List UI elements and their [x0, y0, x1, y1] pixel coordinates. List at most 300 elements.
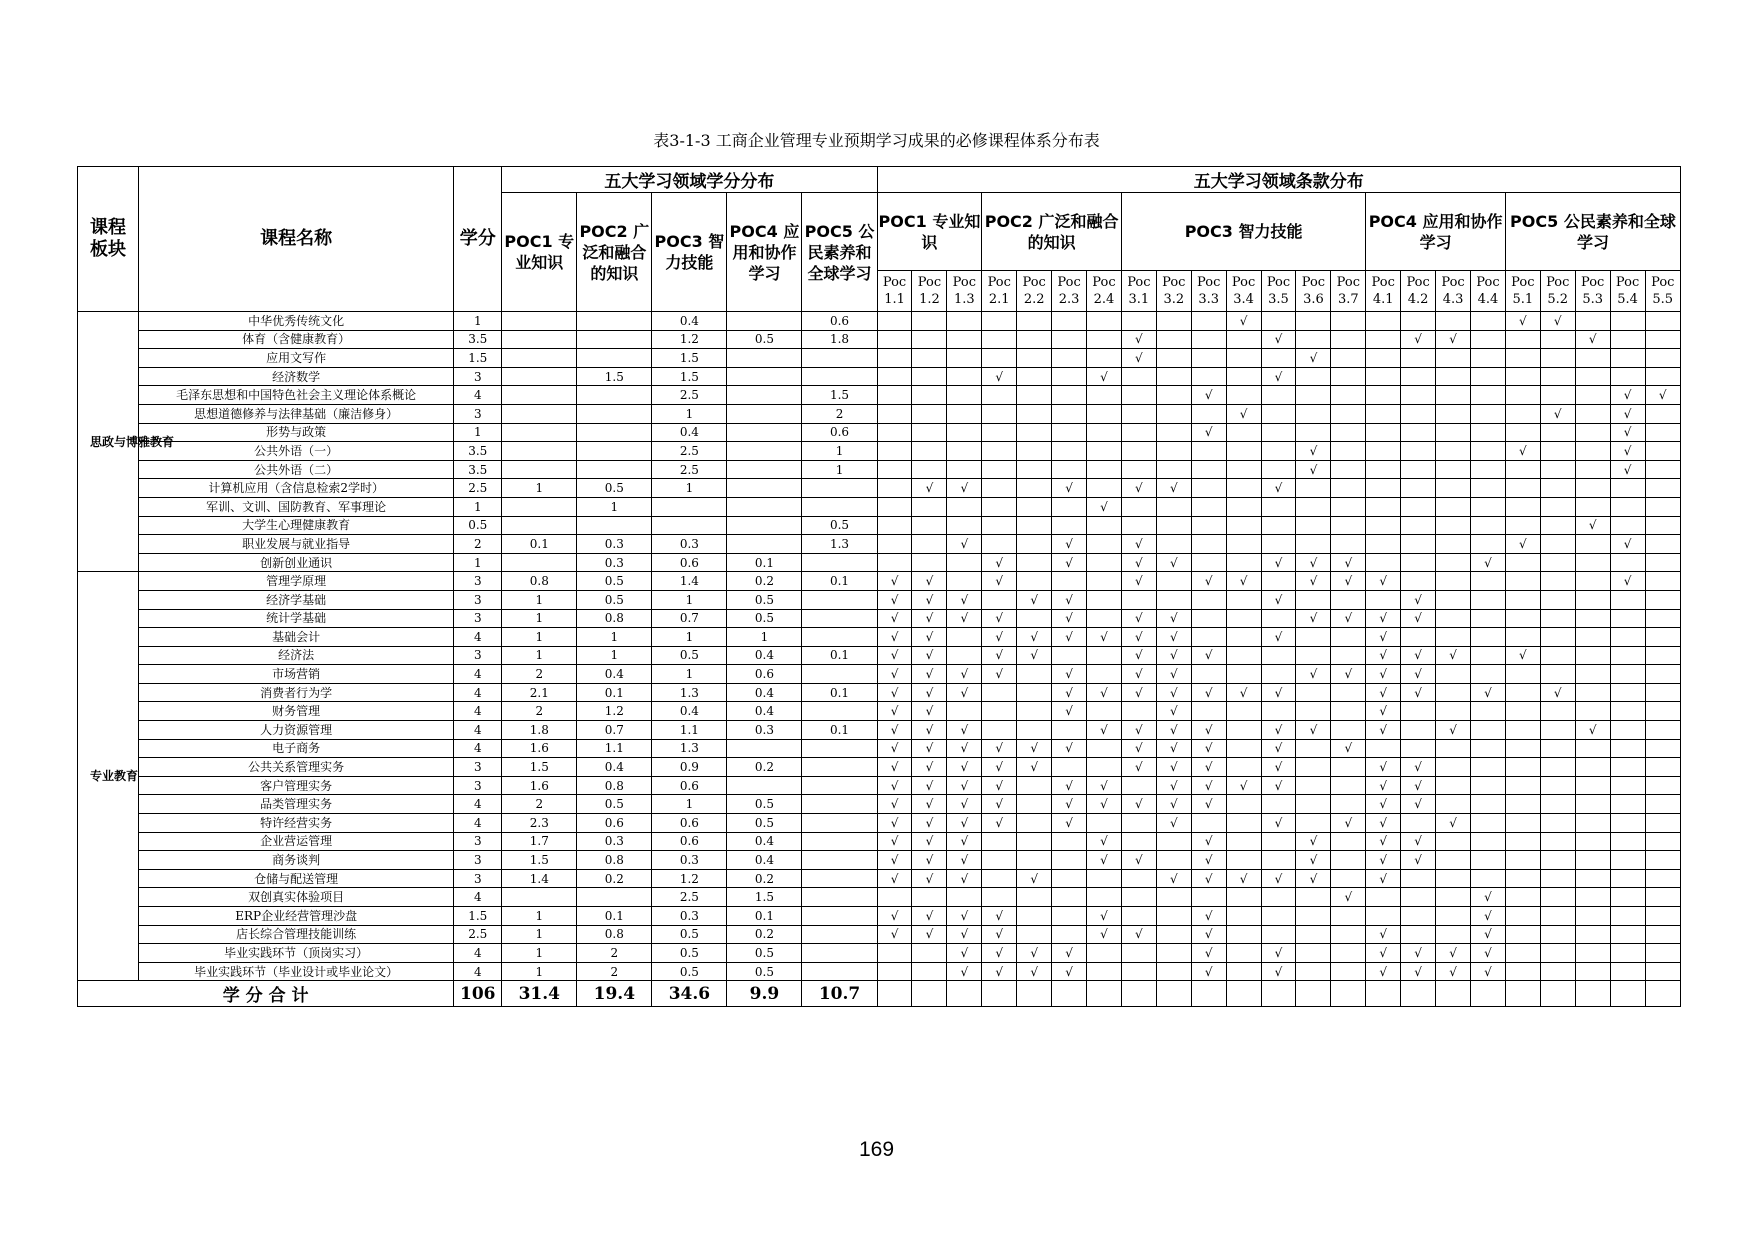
- clause-cell: [877, 460, 912, 479]
- sub-code-header: Poc 1.1: [877, 271, 912, 312]
- clause-cell: [1470, 795, 1505, 814]
- poc-credit-cell: 0.4: [652, 312, 727, 331]
- credit-cell: 3.5: [454, 460, 502, 479]
- poc-credit-cell: 1: [652, 665, 727, 684]
- clause-cell: √: [1052, 590, 1087, 609]
- clause-cell: √: [1191, 832, 1226, 851]
- clause-cell: [1436, 497, 1471, 516]
- clause-cell: √: [1366, 795, 1401, 814]
- clause-cell: [1645, 646, 1680, 665]
- clause-cell: [1226, 330, 1261, 349]
- credit-cell: 4: [454, 944, 502, 963]
- clause-cell: √: [982, 907, 1017, 926]
- clause-cell: [1436, 609, 1471, 628]
- clause-cell: [1366, 888, 1401, 907]
- clause-cell: [1436, 349, 1471, 368]
- clause-cell: [1401, 404, 1436, 423]
- clause-cell: [1470, 535, 1505, 554]
- clause-cell: [1331, 404, 1366, 423]
- clause-cell: [1296, 367, 1331, 386]
- clause-cell: [1610, 349, 1645, 368]
- clause-cell: [1121, 516, 1156, 535]
- clause-cell: [1017, 888, 1052, 907]
- clause-cell: [982, 721, 1017, 740]
- clause-cell: [1540, 442, 1575, 461]
- clause-cell: [1575, 739, 1610, 758]
- clause-cell: [1645, 349, 1680, 368]
- clause-cell: [1087, 423, 1122, 442]
- sub-code-header: Poc 3.4: [1226, 271, 1261, 312]
- clause-cell: [1052, 423, 1087, 442]
- clause-cell: [1610, 497, 1645, 516]
- clause-cell: √: [1296, 665, 1331, 684]
- poc-credit-cell: 1.5: [652, 367, 727, 386]
- clause-cell: [1366, 497, 1401, 516]
- clause-cell: [1505, 404, 1540, 423]
- poc-credit-cell: 0.5: [652, 646, 727, 665]
- clause-cell: √: [947, 776, 982, 795]
- clause-cell: [1470, 386, 1505, 405]
- clause-cell: [877, 553, 912, 572]
- clause-cell: [1470, 646, 1505, 665]
- clause-cell: [1121, 907, 1156, 926]
- clause-cell: [1470, 628, 1505, 647]
- clause-cell: [1087, 962, 1122, 981]
- credit-cell: 3: [454, 758, 502, 777]
- poc-credit-cell: 0.2: [727, 925, 802, 944]
- clause-cell: [1436, 367, 1471, 386]
- course-name-cell: 公共关系管理实务: [139, 758, 454, 777]
- clause-cell: [1261, 423, 1296, 442]
- clause-cell: √: [1296, 832, 1331, 851]
- clause-cell: [1470, 312, 1505, 331]
- clause-cell: [1575, 702, 1610, 721]
- poc-credit-cell: 1: [502, 479, 577, 498]
- total-credit: 106: [454, 981, 502, 1007]
- clause-cell: [1226, 367, 1261, 386]
- clause-cell: [1296, 739, 1331, 758]
- clause-cell: [1296, 758, 1331, 777]
- clause-cell: √: [982, 367, 1017, 386]
- poc-credit-cell: 1: [652, 795, 727, 814]
- table-row: [78, 497, 1681, 516]
- clause-cell: [1540, 330, 1575, 349]
- poc-credit-cell: [802, 739, 877, 758]
- clause-cell: [1645, 330, 1680, 349]
- clause-cell: [1540, 776, 1575, 795]
- poc-credit-cell: [802, 776, 877, 795]
- clause-cell: √: [877, 832, 912, 851]
- clause-cell: [1017, 349, 1052, 368]
- clause-cell: [1261, 404, 1296, 423]
- clause-cell: [1610, 832, 1645, 851]
- clause-cell: [1261, 349, 1296, 368]
- poc-credit-cell: 0.6: [727, 665, 802, 684]
- clause-cell: [1575, 832, 1610, 851]
- table-row: [78, 758, 1681, 777]
- poc-credit-cell: 1.5: [577, 367, 652, 386]
- course-name-cell: 管理学原理: [139, 572, 454, 591]
- clause-cell: [1191, 702, 1226, 721]
- clause-cell: [1505, 758, 1540, 777]
- clause-cell: √: [1087, 721, 1122, 740]
- clause-cell: [1087, 609, 1122, 628]
- clause-cell: [1436, 572, 1471, 591]
- clause-cell: [912, 535, 947, 554]
- poc-credit-cell: 2.3: [502, 814, 577, 833]
- table-row: [78, 628, 1681, 647]
- clause-cell: [1261, 442, 1296, 461]
- clause-cell: [1575, 944, 1610, 963]
- clause-cell: [1296, 944, 1331, 963]
- clause-cell: [1575, 628, 1610, 647]
- sub-code-header: Poc 1.2: [912, 271, 947, 312]
- clause-cell: [1366, 479, 1401, 498]
- clause-cell: [1575, 646, 1610, 665]
- clause-cell: [1017, 609, 1052, 628]
- poc-credit-cell: [652, 516, 727, 535]
- poc-credit-cell: 0.5: [652, 962, 727, 981]
- clause-cell: √: [982, 925, 1017, 944]
- clause-cell: [1331, 776, 1366, 795]
- clause-cell: [1226, 479, 1261, 498]
- clause-cell: √: [877, 758, 912, 777]
- clause-cell: [1017, 423, 1052, 442]
- clause-cell: √: [912, 590, 947, 609]
- poc-credit-cell: 0.5: [727, 795, 802, 814]
- clause-cell: √: [1156, 869, 1191, 888]
- table-row: [78, 535, 1681, 554]
- poc-credit-cell: 1: [502, 962, 577, 981]
- table-row: [78, 683, 1681, 702]
- clause-cell: √: [1121, 349, 1156, 368]
- poc-credit-cell: 0.3: [577, 535, 652, 554]
- clause-cell: √: [1401, 944, 1436, 963]
- clause-cell: √: [1087, 925, 1122, 944]
- clause-cell: [947, 423, 982, 442]
- credit-cell: 3: [454, 367, 502, 386]
- clause-cell: [1436, 516, 1471, 535]
- poc-credit-cell: [502, 553, 577, 572]
- credit-cell: 4: [454, 721, 502, 740]
- poc-credit-cell: [727, 404, 802, 423]
- poc-credit-cell: 0.5: [652, 944, 727, 963]
- clause-cell: [1575, 367, 1610, 386]
- clause-cell: √: [1610, 404, 1645, 423]
- clause-cell: [1087, 590, 1122, 609]
- credit-cell: 4: [454, 683, 502, 702]
- clause-cell: √: [1121, 535, 1156, 554]
- clause-cell: [1401, 349, 1436, 368]
- clause-cell: [1331, 795, 1366, 814]
- clause-cell: [982, 869, 1017, 888]
- clause-cell: [1610, 739, 1645, 758]
- clause-cell: [1575, 497, 1610, 516]
- clause-cell: [1645, 404, 1680, 423]
- clause-cell: √: [947, 479, 982, 498]
- clause-cell: √: [1191, 944, 1226, 963]
- clause-cell: [877, 888, 912, 907]
- poc-credit-cell: 1.4: [502, 869, 577, 888]
- poc-credit-cell: [802, 814, 877, 833]
- total-clause-cell: [1017, 981, 1052, 1007]
- course-name-cell: 职业发展与就业指导: [139, 535, 454, 554]
- clause-cell: [912, 404, 947, 423]
- poc-credit-cell: 0.1: [802, 646, 877, 665]
- clause-cell: √: [982, 646, 1017, 665]
- clause-cell: √: [947, 851, 982, 870]
- clause-cell: [947, 330, 982, 349]
- clause-cell: [1052, 349, 1087, 368]
- clause-cell: √: [1052, 702, 1087, 721]
- poc-credit-cell: 1.5: [802, 386, 877, 405]
- clause-cell: [1470, 776, 1505, 795]
- clause-cell: [1540, 962, 1575, 981]
- course-name-cell: 创新创业通识: [139, 553, 454, 572]
- clause-cell: √: [1156, 702, 1191, 721]
- course-name-cell: 计算机应用（含信息检索2学时）: [139, 479, 454, 498]
- clause-cell: √: [1087, 851, 1122, 870]
- clause-cell: [1017, 367, 1052, 386]
- credit-cell: 2.5: [454, 925, 502, 944]
- clause-cell: [877, 962, 912, 981]
- clause-cell: [1121, 962, 1156, 981]
- poc-credit-cell: 1.2: [577, 702, 652, 721]
- poc-credit-cell: 0.1: [802, 721, 877, 740]
- poc-credit-cell: 1: [652, 479, 727, 498]
- poc-credit-cell: 1.5: [652, 349, 727, 368]
- clause-cell: √: [1436, 962, 1471, 981]
- clause-cell: [912, 386, 947, 405]
- clause-cell: [1645, 479, 1680, 498]
- clause-cell: [1226, 628, 1261, 647]
- clause-cell: √: [947, 869, 982, 888]
- clause-cell: [1156, 516, 1191, 535]
- clause-cell: [1296, 795, 1331, 814]
- clause-cell: [877, 535, 912, 554]
- clause-cell: [1156, 404, 1191, 423]
- poc-credit-cell: [502, 516, 577, 535]
- clause-cell: [1226, 386, 1261, 405]
- clause-cell: √: [1470, 944, 1505, 963]
- clause-cell: [1645, 553, 1680, 572]
- clause-cell: [1121, 888, 1156, 907]
- clause-cell: [1610, 758, 1645, 777]
- course-name-cell: 企业营运管理: [139, 832, 454, 851]
- sub-code-header: Poc 4.2: [1401, 271, 1436, 312]
- credit-cell: 2.5: [454, 479, 502, 498]
- clause-cell: [1505, 553, 1540, 572]
- clause-cell: [1296, 776, 1331, 795]
- clause-cell: [1645, 590, 1680, 609]
- clause-cell: [1121, 423, 1156, 442]
- clause-cell: [1156, 312, 1191, 331]
- total-clause-cell: [1331, 981, 1366, 1007]
- course-name-cell: 公共外语（一）: [139, 442, 454, 461]
- clause-cell: [1087, 442, 1122, 461]
- course-name-cell: 毕业实践环节（顶岗实习）: [139, 944, 454, 963]
- clause-cell: [1540, 814, 1575, 833]
- poc-credit-cell: 2: [502, 795, 577, 814]
- poc-credit-cell: 1.5: [502, 758, 577, 777]
- clause-cell: [1052, 497, 1087, 516]
- clause-cell: [1296, 535, 1331, 554]
- clause-cell: √: [1331, 553, 1366, 572]
- clause-cell: [1645, 739, 1680, 758]
- clause-cell: [1401, 907, 1436, 926]
- poc-credit-cell: 0.4: [727, 702, 802, 721]
- clause-cell: √: [1156, 553, 1191, 572]
- clause-cell: [1087, 479, 1122, 498]
- clause-cell: √: [1191, 739, 1226, 758]
- clause-cell: [1366, 907, 1401, 926]
- clause-cell: [1436, 702, 1471, 721]
- poc-credit-cell: 1.6: [502, 776, 577, 795]
- clause-cell: [1470, 832, 1505, 851]
- poc-credit-cell: [577, 330, 652, 349]
- clause-cell: [1575, 795, 1610, 814]
- poc-credit-cell: 0.1: [802, 572, 877, 591]
- poc-credit-cell: 1.3: [652, 683, 727, 702]
- clause-cell: [1087, 944, 1122, 963]
- clause-cell: √: [1191, 907, 1226, 926]
- clause-cell: [1540, 497, 1575, 516]
- clause-cell: √: [912, 832, 947, 851]
- clause-cell: [877, 516, 912, 535]
- clause-cell: [1575, 553, 1610, 572]
- clause-cell: √: [1366, 628, 1401, 647]
- clause-cell: [982, 516, 1017, 535]
- poc-credit-cell: [577, 516, 652, 535]
- clause-cell: [1087, 665, 1122, 684]
- poc-credit-cell: 1: [652, 628, 727, 647]
- clause-cell: [877, 386, 912, 405]
- clause-cell: √: [1366, 646, 1401, 665]
- clause-cell: [912, 497, 947, 516]
- poc-credit-header-5: POC5 公民素养和全球学习: [802, 193, 877, 312]
- clause-cell: √: [947, 683, 982, 702]
- clause-cell: [1191, 404, 1226, 423]
- poc-credit-cell: 2.5: [652, 460, 727, 479]
- clause-cell: √: [1121, 479, 1156, 498]
- clause-cell: √: [1366, 721, 1401, 740]
- clause-cell: [1645, 423, 1680, 442]
- clause-cell: [1436, 925, 1471, 944]
- clause-cell: [1575, 925, 1610, 944]
- clause-cell: [1610, 646, 1645, 665]
- table-row: [78, 386, 1681, 405]
- table-row: [78, 888, 1681, 907]
- poc-credit-cell: 2: [502, 665, 577, 684]
- poc-credit-cell: 2: [502, 702, 577, 721]
- clause-cell: [1331, 907, 1366, 926]
- clause-cell: √: [1087, 907, 1122, 926]
- clause-cell: [1470, 442, 1505, 461]
- poc-credit-cell: 2: [577, 962, 652, 981]
- table-row: [78, 479, 1681, 498]
- poc-credit-cell: 0.3: [652, 851, 727, 870]
- clause-cell: √: [1121, 758, 1156, 777]
- poc-clause-header-5: POC5 公民素养和全球学习: [1505, 193, 1680, 271]
- clause-cell: [1191, 460, 1226, 479]
- clause-cell: [982, 349, 1017, 368]
- clause-cell: √: [1052, 962, 1087, 981]
- course-name-cell: 大学生心理健康教育: [139, 516, 454, 535]
- poc-credit-cell: [502, 497, 577, 516]
- poc-credit-cell: 2.5: [652, 386, 727, 405]
- clause-cell: [1436, 535, 1471, 554]
- clause-cell: [877, 423, 912, 442]
- clause-cell: [1645, 628, 1680, 647]
- clause-cell: [1191, 888, 1226, 907]
- clause-cell: [1366, 442, 1401, 461]
- poc-credit-cell: 0.2: [727, 869, 802, 888]
- clause-cell: [1156, 330, 1191, 349]
- poc-credit-cell: 0.6: [577, 814, 652, 833]
- poc-credit-cell: [577, 460, 652, 479]
- clause-cell: [1017, 665, 1052, 684]
- clause-cell: [1261, 795, 1296, 814]
- clause-cell: [1052, 925, 1087, 944]
- clause-cell: √: [1296, 851, 1331, 870]
- sub-code-header: Poc 2.1: [982, 271, 1017, 312]
- clause-cell: [1226, 721, 1261, 740]
- table-row: [78, 907, 1681, 926]
- clause-cell: [1296, 907, 1331, 926]
- poc-credit-cell: [802, 479, 877, 498]
- clause-cell: [1436, 386, 1471, 405]
- clause-cell: [912, 367, 947, 386]
- clause-cell: √: [1052, 535, 1087, 554]
- table-row: [78, 609, 1681, 628]
- table-row: [78, 795, 1681, 814]
- clause-cell: [1505, 776, 1540, 795]
- clause-cell: [1540, 460, 1575, 479]
- clause-cell: [1436, 590, 1471, 609]
- clause-cell: [1331, 349, 1366, 368]
- clause-cell: √: [912, 646, 947, 665]
- sub-code-header: Poc 3.6: [1296, 271, 1331, 312]
- poc-credit-cell: [802, 349, 877, 368]
- course-name-cell: 电子商务: [139, 739, 454, 758]
- poc-credit-cell: [727, 460, 802, 479]
- clause-cell: [1226, 702, 1261, 721]
- clause-cell: [1226, 925, 1261, 944]
- course-name-cell: 仓储与配送管理: [139, 869, 454, 888]
- total-clause-cell: [1052, 981, 1087, 1007]
- clause-cell: [1121, 312, 1156, 331]
- clause-cell: √: [1470, 553, 1505, 572]
- poc-credit-cell: 2: [577, 944, 652, 963]
- poc-credit-cell: 1: [502, 925, 577, 944]
- clause-cell: [1121, 367, 1156, 386]
- clause-cell: √: [1610, 386, 1645, 405]
- clause-cell: [1052, 367, 1087, 386]
- poc-credit-cell: 1.8: [502, 721, 577, 740]
- clause-cell: √: [1156, 479, 1191, 498]
- clause-cell: √: [1366, 665, 1401, 684]
- poc-credit-cell: 1.3: [802, 535, 877, 554]
- clause-cell: √: [1156, 795, 1191, 814]
- clause-cell: [1575, 349, 1610, 368]
- sub-code-header: Poc 4.4: [1470, 271, 1505, 312]
- clause-cell: [947, 628, 982, 647]
- poc-credit-cell: 0.5: [577, 590, 652, 609]
- clause-cell: √: [1401, 962, 1436, 981]
- clause-cell: [1191, 442, 1226, 461]
- clause-cell: [1470, 572, 1505, 591]
- poc-credit-cell: [652, 497, 727, 516]
